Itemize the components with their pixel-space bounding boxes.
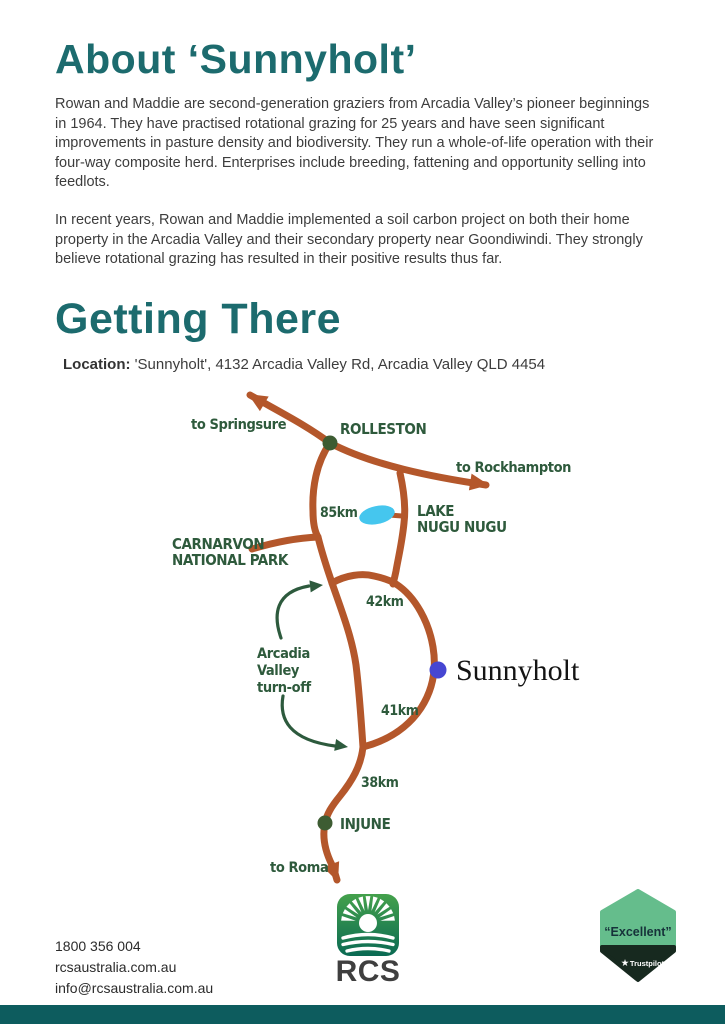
trustpilot-star-icon: ★ bbox=[620, 958, 630, 969]
lake-nugu-nugu-shape bbox=[358, 502, 397, 527]
label-carnarvon-line2: NATIONAL PARK bbox=[172, 551, 288, 569]
road-springsure-rockhampton bbox=[250, 395, 486, 485]
label-injune: INJUNE bbox=[340, 815, 391, 833]
rcs-logo-block bbox=[330, 893, 406, 989]
about-paragraph-2: In recent years, Rowan and Maddie implemented a soil carbon project on both their home property in the Arcadia Valley and their secondary property near Goondiwindi. They strongly believe rotational grazing has resulted in their positive results thus far. bbox=[55, 212, 643, 267]
arrowhead-springsure bbox=[244, 387, 269, 411]
label-38km: 38km bbox=[361, 775, 399, 791]
label-carnarvon-line1: CARNARVON bbox=[172, 535, 265, 553]
label-rolleston: ROLLESTON bbox=[340, 420, 427, 438]
label-42km: 42km bbox=[366, 594, 404, 610]
about-paragraph-1: Rowan and Maddie are second-generation graziers from Arcadia Valley’s pioneer beginnings in 1964. They have practised rotational grazing for 25 years and have seen significant improvements in pasture density and biodiversity. They run a whole-of-life operation with their four-way composite herd. Enterprises include breeding, fattening and opportunity selling into feedlots. bbox=[55, 96, 654, 190]
rolleston-dot bbox=[323, 436, 338, 451]
label-arcadia-line2: Valley bbox=[257, 663, 299, 679]
location-label: Location: bbox=[63, 356, 131, 373]
label-85km: 85km bbox=[320, 505, 358, 521]
label-arcadia-line1: Arcadia bbox=[257, 646, 310, 662]
contact-phone: 1800 356 004 bbox=[55, 938, 141, 954]
getting-there-title: Getting There bbox=[55, 295, 342, 343]
label-roma: to Roma bbox=[270, 860, 329, 876]
rcs-sun-disc bbox=[359, 914, 377, 932]
injune-dot bbox=[318, 816, 333, 831]
location-line bbox=[63, 356, 545, 373]
contact-block bbox=[55, 936, 213, 999]
label-sunnyholt: Sunnyholt bbox=[456, 654, 580, 687]
label-arcadia-line3: turn-off bbox=[257, 680, 311, 696]
label-lake-line1: LAKE bbox=[417, 502, 455, 520]
contact-website: rcsaustralia.com.au bbox=[55, 959, 177, 975]
trustpilot-brand-text: Trustpilot bbox=[629, 959, 665, 968]
footer-teal-bar bbox=[0, 1005, 725, 1024]
turnoff-arrow-upper bbox=[277, 586, 309, 638]
trustpilot-badge bbox=[599, 889, 677, 983]
road-lake bbox=[393, 473, 405, 584]
label-lake-line2: NUGU NUGU bbox=[417, 518, 507, 536]
rcs-logo-text: RCS bbox=[335, 955, 401, 988]
rcs-logo-icon bbox=[336, 893, 400, 957]
label-springsure: to Springsure bbox=[191, 417, 287, 433]
turnoff-arrow-lower bbox=[282, 696, 335, 746]
sunnyholt-dot bbox=[430, 662, 447, 679]
label-41km: 41km bbox=[381, 703, 419, 719]
route-map bbox=[0, 385, 725, 905]
turnoff-arrowhead-upper bbox=[309, 579, 323, 592]
location-value: 'Sunnyholt', 4132 Arcadia Valley Rd, Arcadia Valley QLD 4454 bbox=[134, 356, 546, 373]
label-rockhampton: to Rockhampton bbox=[456, 460, 572, 476]
turnoff-arrowhead-lower bbox=[334, 739, 349, 753]
contact-email: info@rcsaustralia.com.au bbox=[55, 980, 214, 996]
about-title: About ‘Sunnyholt’ bbox=[55, 36, 417, 82]
trustpilot-rating-text: “Excellent” bbox=[604, 925, 672, 939]
